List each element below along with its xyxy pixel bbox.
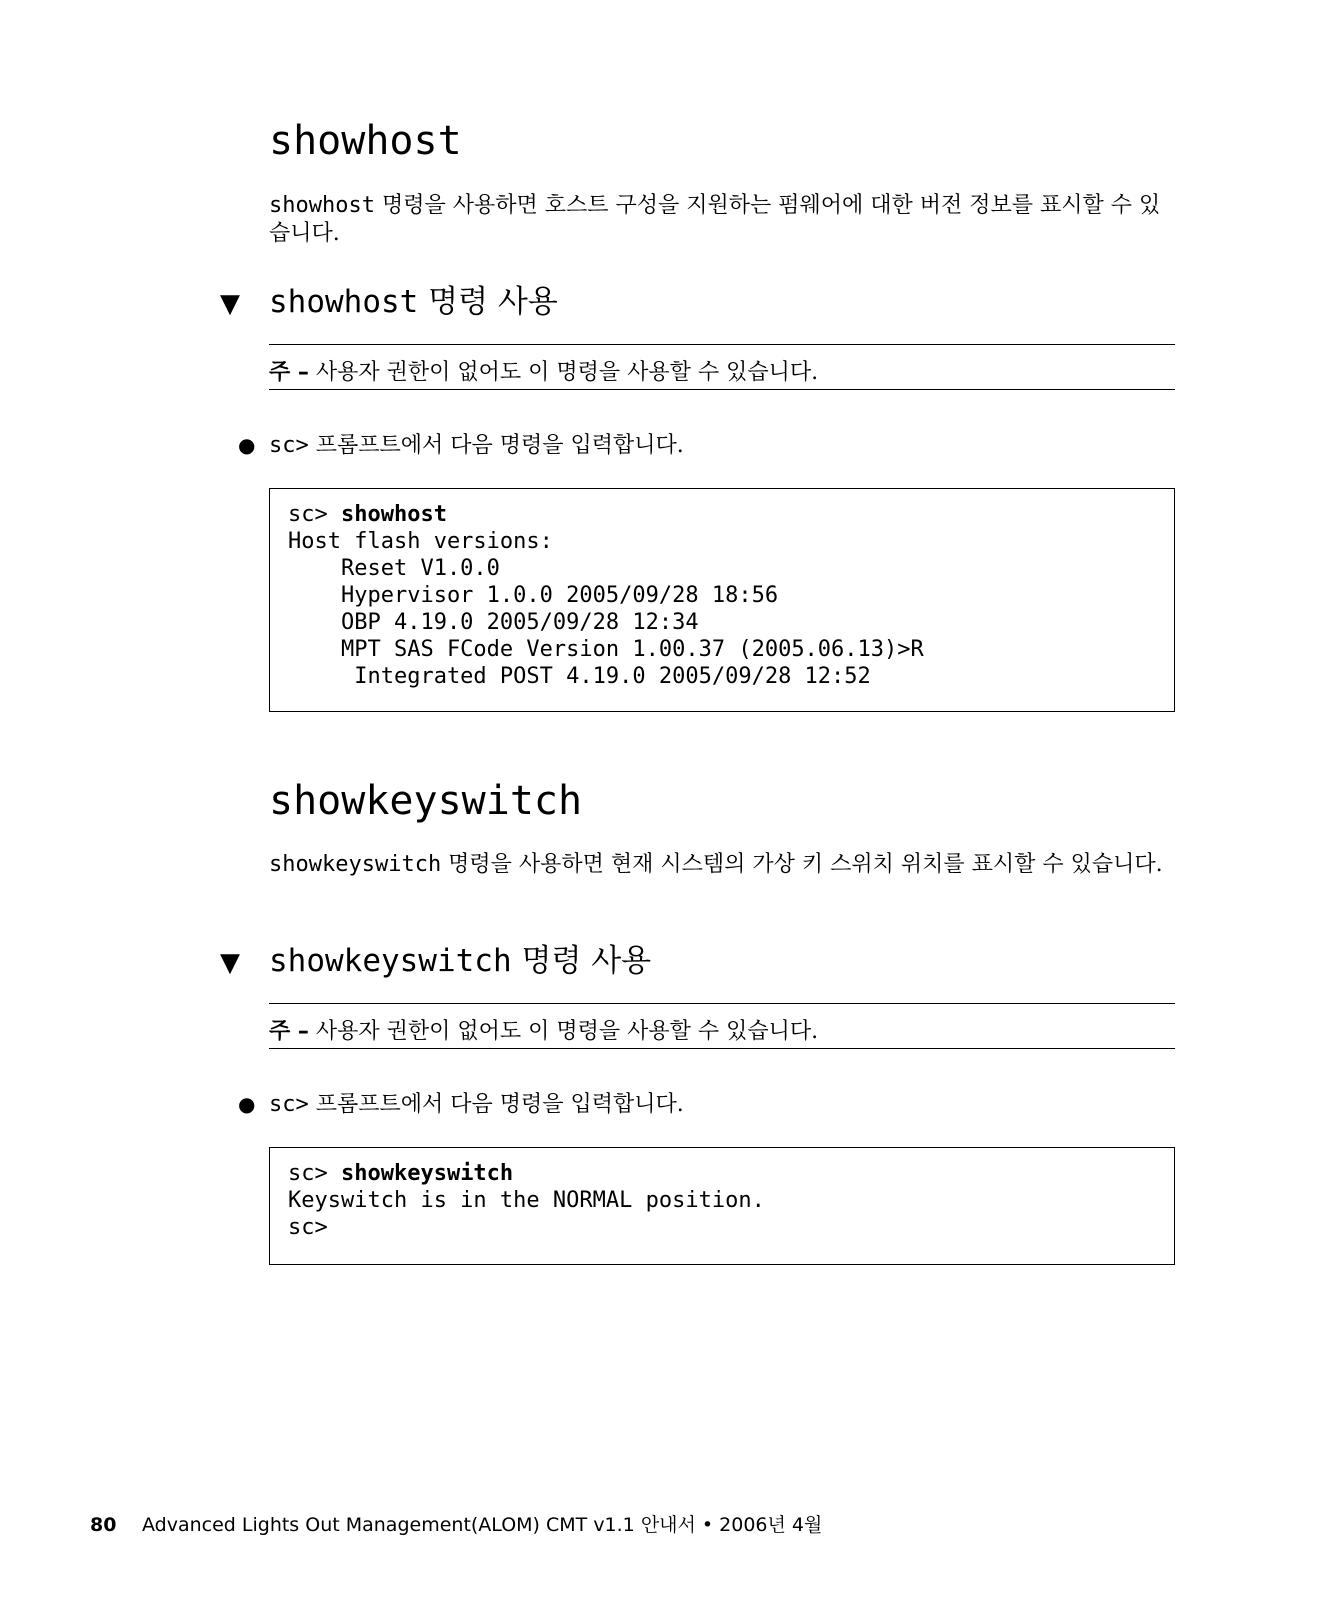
- note-label: 주 –: [269, 360, 309, 385]
- intro-text: 명령을 사용하면 호스트 구성을 지원하는 펌웨어에 대한 버전 정보를 표시할 수 있습니다.: [269, 193, 1161, 246]
- step-text: 프롬프트에서 다음 명령을 입력합니다.: [308, 1092, 684, 1117]
- page-number: 80: [90, 1514, 117, 1536]
- code-prompt: sc>: [288, 502, 341, 527]
- step-prompt: sc>: [269, 433, 309, 458]
- code-prompt: sc>: [288, 1161, 341, 1186]
- footer-text: Advanced Lights Out Management(ALOM) CMT v1.1 안내서 • 2006년 4월: [142, 1514, 823, 1536]
- note: [269, 1014, 818, 1045]
- code-command: showhost: [340, 502, 447, 527]
- bullet-icon: ●: [238, 433, 256, 457]
- code-block: [269, 1147, 1175, 1265]
- note-text: 사용자 권한이 없어도 이 명령을 사용할 수 있습니다.: [308, 1019, 819, 1044]
- step-prompt: sc>: [269, 1092, 309, 1117]
- heading-command: showhost: [269, 284, 419, 320]
- triangle-down-icon: ▼: [220, 948, 240, 978]
- intro-text: 명령을 사용하면 현재 시스템의 가상 키 스위치 위치를 표시할 수 있습니다.: [441, 852, 1163, 877]
- heading-command: showkeyswitch: [269, 943, 512, 979]
- note-text: 사용자 권한이 없어도 이 명령을 사용할 수 있습니다.: [308, 360, 819, 385]
- note-label: 주 –: [269, 1019, 309, 1044]
- code-output: Host flash versions: Reset V1.0.0 Hypervisor 1.0.0 2005/09/28 18:56 OBP 4.19.0 2005/09/28 12:34 MPT SAS FCode Version 1.00.37 (2005.06.13)>R Integrated POST 4.19.0 2005/09/28 12:52: [288, 529, 924, 689]
- code-listing: [288, 1160, 765, 1241]
- code-command: showkeyswitch: [340, 1161, 514, 1186]
- note: [269, 355, 818, 386]
- step-item: [238, 428, 684, 459]
- intro-paragraph: [269, 192, 1169, 248]
- code-output: Keyswitch is in the NORMAL position. sc>: [288, 1188, 765, 1240]
- bullet-icon: ●: [238, 1092, 256, 1116]
- heading-text: 명령 사용: [418, 284, 558, 320]
- step-text: 프롬프트에서 다음 명령을 입력합니다.: [308, 433, 684, 458]
- code-block: [269, 488, 1175, 712]
- intro-command: showkeyswitch: [269, 852, 442, 877]
- procedure-heading: [220, 276, 558, 321]
- note-box: [269, 344, 1175, 390]
- triangle-down-icon: ▼: [220, 289, 240, 319]
- note-box: [269, 1003, 1175, 1049]
- intro-paragraph: [269, 851, 1169, 879]
- section-title: showhost: [269, 118, 462, 164]
- code-listing: [288, 501, 924, 690]
- page-footer: [90, 1510, 822, 1537]
- section-title: showkeyswitch: [269, 778, 583, 824]
- intro-command: showhost: [269, 193, 375, 218]
- procedure-heading: [220, 935, 651, 980]
- step-item: [238, 1087, 684, 1118]
- heading-text: 명령 사용: [511, 943, 652, 979]
